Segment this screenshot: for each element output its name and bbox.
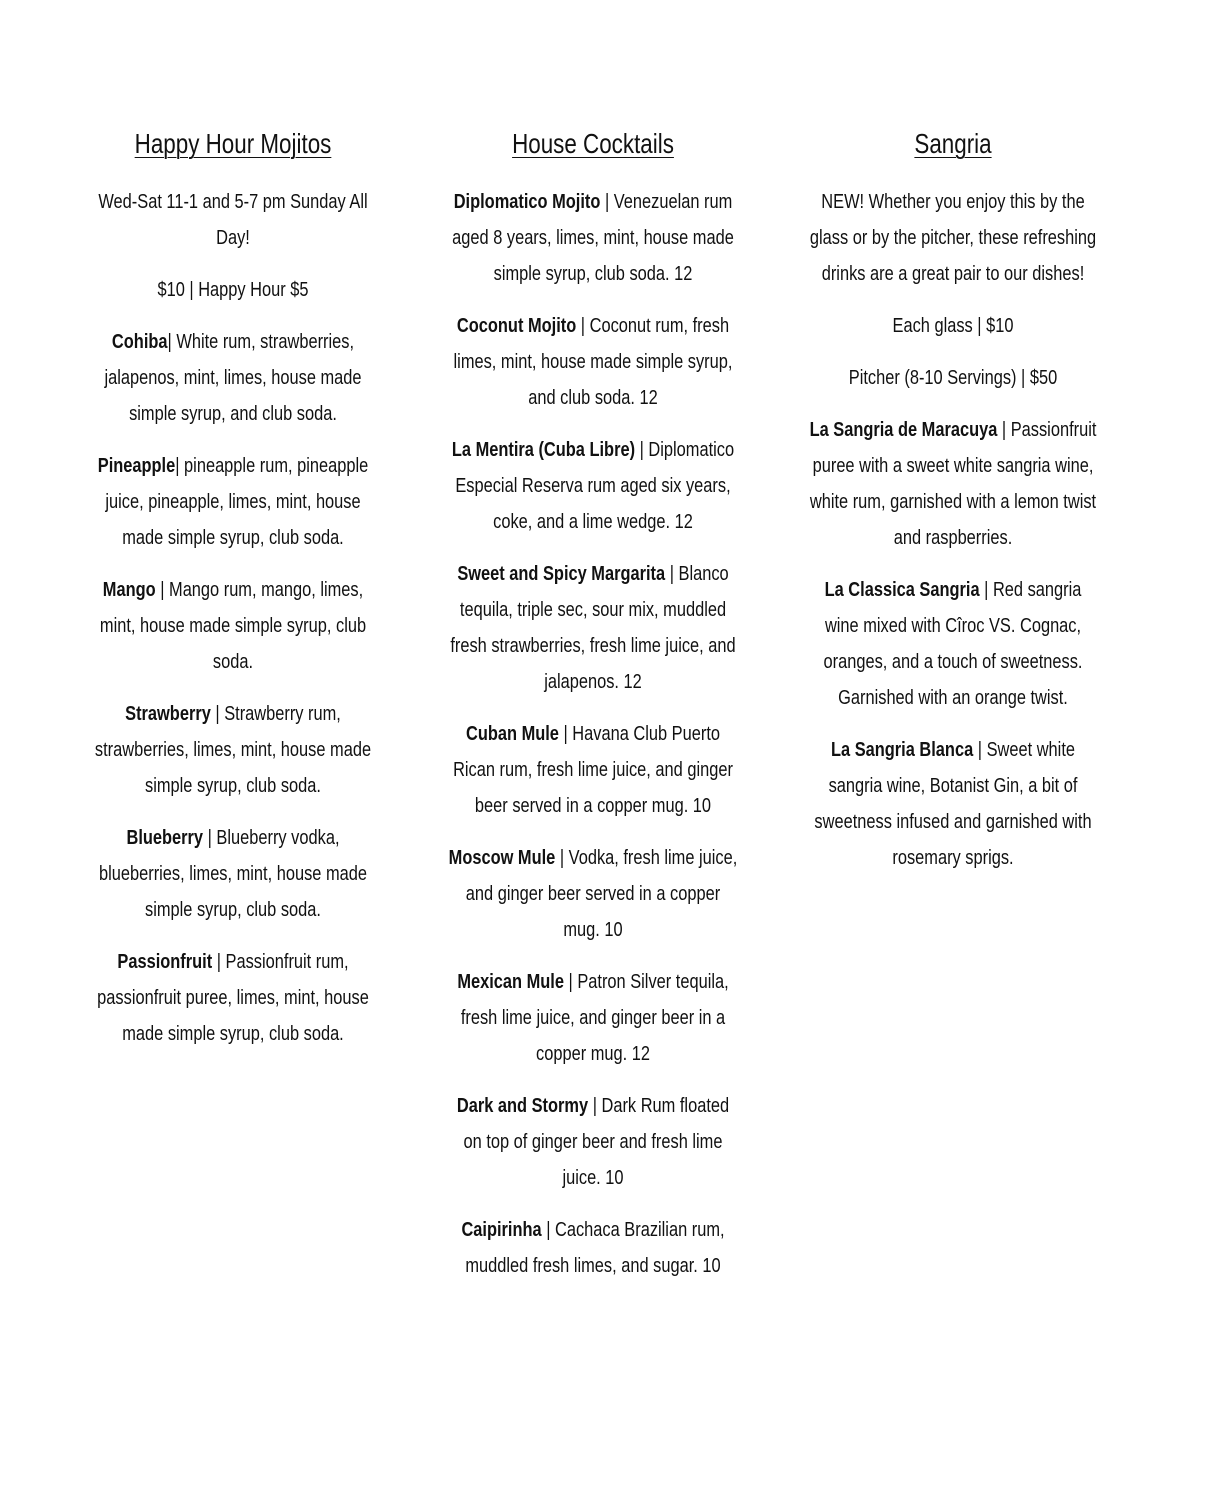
menu-item bbox=[448, 840, 738, 948]
item-separator: | bbox=[555, 847, 569, 869]
item-description: Vodka, fresh lime juice, and ginger beer served in a copper mug. 10 bbox=[465, 847, 738, 941]
item-separator: | bbox=[210, 703, 225, 725]
column-happy-hour-mojitos bbox=[88, 120, 378, 1068]
intro-text: NEW! Whether you enjoy this by the glass or by the pitcher, these refreshing drinks are a great pair to our dishes! bbox=[809, 191, 1097, 285]
menu-item bbox=[448, 716, 738, 824]
item-description: Cachaca Brazilian rum, muddled fresh limes, and sugar. 10 bbox=[465, 1219, 725, 1277]
item-name: Pineapple bbox=[97, 455, 176, 477]
item-separator: | bbox=[212, 951, 226, 973]
menu-item bbox=[448, 1212, 738, 1284]
item-separator: | bbox=[203, 827, 217, 849]
price-text: $10 | Happy Hour $5 bbox=[157, 279, 309, 301]
column-sangria bbox=[808, 120, 1098, 892]
menu-item bbox=[448, 308, 738, 416]
item-name: La Sangria Blanca bbox=[830, 739, 974, 761]
item-name: Caipirinha bbox=[461, 1219, 542, 1241]
item-description: Blueberry vodka, blueberries, limes, mint, house made simple syrup, club soda. bbox=[98, 827, 367, 921]
item-description: Blanco tequila, triple sec, sour mix, muddled fresh strawberries, fresh lime juice, and jalapenos. 12 bbox=[450, 563, 736, 693]
item-separator: | bbox=[665, 563, 679, 585]
item-description: Strawberry rum, strawberries, limes, mint, house made simple syrup, club soda. bbox=[94, 703, 372, 797]
item-name: Strawberry bbox=[125, 703, 211, 725]
item-name: Passionfruit bbox=[117, 951, 213, 973]
item-name: Dark and Stormy bbox=[456, 1095, 589, 1117]
menu-item bbox=[808, 572, 1098, 716]
item-name: Blueberry bbox=[126, 827, 204, 849]
item-separator: | bbox=[600, 191, 614, 213]
item-separator: | bbox=[997, 419, 1011, 441]
item-name: Cuban Mule bbox=[465, 723, 559, 745]
item-name: La Mentira (Cuba Libre) bbox=[451, 439, 636, 461]
item-description: Coconut rum, fresh limes, mint, house made simple syrup, and club soda. 12 bbox=[453, 315, 733, 409]
section-heading: Happy Hour Mojitos bbox=[134, 128, 332, 159]
item-separator: | bbox=[979, 579, 993, 601]
item-separator: | bbox=[588, 1095, 602, 1117]
menu-item bbox=[448, 964, 738, 1072]
item-name: Moscow Mule bbox=[448, 847, 556, 869]
item-description: Passionfruit puree with a sweet white sangria wine, white rum, garnished with a lemon twist and raspberries. bbox=[809, 419, 1097, 549]
item-description: Passionfruit rum, passionfruit puree, limes, mint, house made simple syrup, club soda. bbox=[97, 951, 369, 1045]
menu-item bbox=[88, 820, 378, 928]
section-heading: House Cocktails bbox=[512, 128, 674, 159]
item-separator: | bbox=[155, 579, 170, 601]
menu-item bbox=[88, 696, 378, 804]
item-description: White rum, strawberries, jalapenos, mint, limes, house made simple syrup, and club soda. bbox=[104, 331, 362, 425]
item-name: Diplomatico Mojito bbox=[453, 191, 601, 213]
item-separator: | bbox=[576, 315, 590, 337]
menu-item bbox=[448, 184, 738, 292]
menu-item bbox=[88, 572, 378, 680]
menu-item bbox=[808, 412, 1098, 556]
item-description: Mango rum, mango, limes, mint, house made simple syrup, club soda. bbox=[99, 579, 367, 673]
item-description: pineapple rum, pineapple juice, pineapple, limes, mint, house made simple syrup, club soda. bbox=[105, 455, 369, 549]
item-name: Coconut Mojito bbox=[456, 315, 577, 337]
item-description: Havana Club Puerto Rican rum, fresh lime juice, and ginger beer served in a copper mug. 10 bbox=[453, 723, 733, 817]
menu-item bbox=[88, 944, 378, 1052]
menu-item bbox=[808, 732, 1098, 876]
menu-item bbox=[88, 448, 378, 556]
item-separator: | bbox=[175, 455, 185, 477]
item-name: Sweet and Spicy Margarita bbox=[457, 563, 666, 585]
item-name: La Sangria de Maracuya bbox=[809, 419, 998, 441]
item-separator: | bbox=[167, 331, 177, 353]
item-separator: | bbox=[558, 723, 573, 745]
item-separator: | bbox=[563, 971, 578, 993]
schedule-text: Wed-Sat 11-1 and 5-7 pm Sunday All Day! bbox=[98, 191, 368, 249]
item-separator: | bbox=[635, 439, 649, 461]
menu-item bbox=[448, 1088, 738, 1196]
item-description: Dark Rum floated on top of ginger beer and fresh lime juice. 10 bbox=[463, 1095, 730, 1189]
item-description: Patron Silver tequila, fresh lime juice, and ginger beer in a copper mug. 12 bbox=[460, 971, 729, 1065]
item-description: Red sangria wine mixed with Cîroc VS. Cognac, oranges, and a touch of sweetness. Garnished with an orange twist. bbox=[823, 579, 1083, 709]
menu-item bbox=[448, 556, 738, 700]
item-name: Cohiba bbox=[111, 331, 168, 353]
menu-item bbox=[88, 324, 378, 432]
item-name: La Classica Sangria bbox=[824, 579, 980, 601]
item-description: Diplomatico Especial Reserva rum aged six years, coke, and a lime wedge. 12 bbox=[455, 439, 735, 533]
column-house-cocktails bbox=[448, 120, 738, 1300]
pitcher-price-text: Pitcher (8-10 Servings) | $50 bbox=[848, 367, 1058, 389]
item-description: Sweet white sangria wine, Botanist Gin, a bit of sweetness infused and garnished with rosemary sprigs. bbox=[814, 739, 1092, 869]
item-separator: | bbox=[973, 739, 987, 761]
glass-price-text: Each glass | $10 bbox=[892, 315, 1014, 337]
item-description: Venezuelan rum aged 8 years, limes, mint, house made simple syrup, club soda. 12 bbox=[452, 191, 734, 285]
item-name: Mango bbox=[102, 579, 156, 601]
item-separator: | bbox=[541, 1219, 556, 1241]
item-name: Mexican Mule bbox=[457, 971, 564, 993]
section-heading: Sangria bbox=[914, 128, 992, 159]
menu-columns bbox=[0, 120, 1212, 1420]
menu-item bbox=[448, 432, 738, 540]
